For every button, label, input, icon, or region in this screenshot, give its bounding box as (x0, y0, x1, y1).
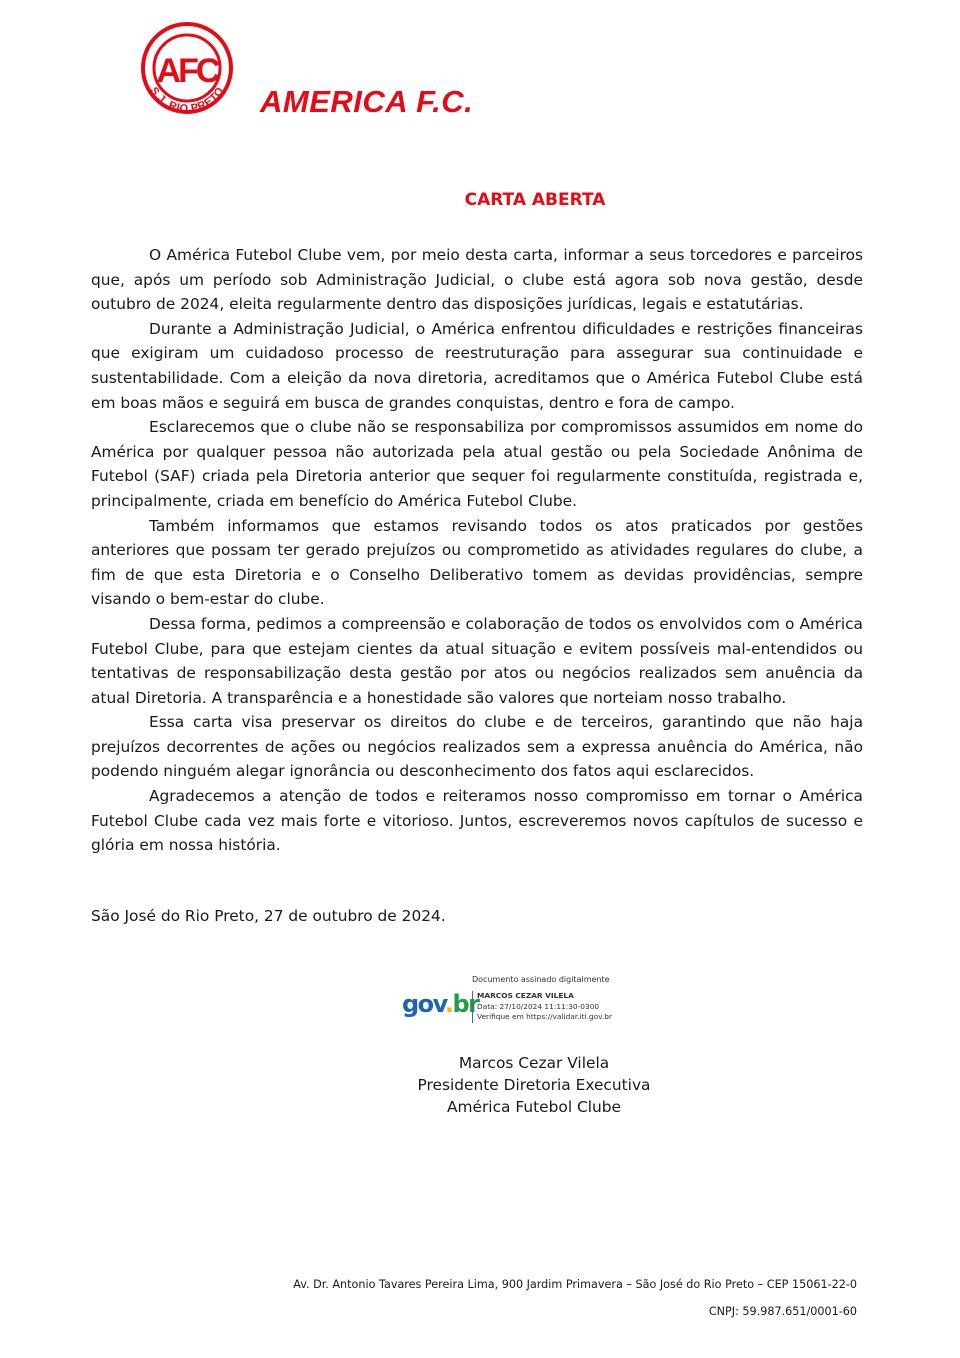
signature-name: MARCOS CEZAR VILELA (477, 991, 574, 1000)
place-and-date: São José do Rio Preto, 27 de outubro de 2024. (91, 907, 446, 925)
signer-name: Marcos Cezar Vilela (458, 1054, 610, 1072)
document-title: CARTA ABERTA (464, 190, 606, 210)
brand-name: AMERICA F.C. (260, 84, 474, 119)
crest-letters: AFC (156, 52, 218, 90)
paragraph-7: Agradecemos a atenção de todos e reiteramos nosso compromisso em tornar o América Futebol Clube cada vez mais forte e vitorioso. Juntos, escreveremos novos capítulos de sucesso e glória em nossa história. (91, 787, 863, 855)
paragraph-1: O América Futebol Clube vem, por meio desta carta, informar a seus torcedores e parceiros que, após um período sob Administração Judicial, o clube está agora sob nova gestão, desde outubro de 2024, eleita regularmente dentro das disposições jurídicas, legais e estatutárias. (91, 246, 863, 314)
signature-heading: Documento assinado digitalmente (472, 975, 610, 984)
club-crest-logo (134, 22, 240, 114)
digital-signature-stamp (400, 974, 640, 1030)
govbr-logo: gov.br (402, 990, 479, 1018)
signer-role: Presidente Diretoria Executiva (417, 1076, 651, 1094)
paragraph-6: Essa carta visa preservar os direitos do clube e de terceiros, garantindo que não haja prejuízos decorrentes de ações ou negócios realizados sem a expressa anuência do América, não podendo ninguém alegar ignorância ou desconhecimento dos fatos aqui esclarecidos. (91, 713, 863, 781)
paragraph-4: Também informamos que estamos revisando todos os atos praticados por gestões anteriores que possam ter gerado prejuízos ou comprometido as atividades regulares do clube, a fim de que esta Diretoria e o Conselho Deliberativo tomem as devidas providências, sempre visando o bem-estar do clube. (91, 516, 863, 609)
paragraph-5: Dessa forma, pedimos a compreensão e colaboração de todos os envolvidos com o América Futebol Clube, para que estejam cientes da atual situação e evitem possíveis mal-entendidos ou tentativas de responsabilização desta gestão por atos ou negócios realizados sem anuência da atual Diretoria. A transparência e a honestidade são valores que norteiam nosso trabalho. (91, 614, 863, 707)
footer-cnpj: CNPJ: 59.987.651/0001-60 (708, 1305, 857, 1318)
paragraph-3: Esclarecemos que o clube não se responsabiliza por compromissos assumidos em nome do América por qualquer pessoa não autorizada pela atual gestão ou pela Sociedade Anônima de Futebol (SAF) criada pela Diretoria anterior que sequer foi regularmente constituída, registrada e, principalmente, criada em benefício do América Futebol Clube. (91, 418, 863, 510)
signature-date: Data: 27/10/2024 11:11:30-0300 (477, 1001, 600, 1011)
signer-org: América Futebol Clube (446, 1098, 622, 1116)
signature-verify-link: Verifique em https://validar.iti.gov.br (477, 1012, 613, 1021)
paragraph-2: Durante a Administração Judicial, o América enfrentou dificuldades e restrições financeiras que exigiram um cuidadoso processo de reestruturação para assegurar sua continuidade e sustentabilidade. Com a eleição da nova diretoria, acreditamos que o América Futebol Clube está em boas mãos e seguirá em busca de grandes conquistas, dentro e fora de campo. (91, 319, 863, 412)
footer-address: Av. Dr. Antonio Tavares Pereira Lima, 900 Jardim Primavera – São José do Rio Preto – CEP 15061-22-0 (293, 1278, 857, 1291)
letter-body (91, 243, 863, 858)
crest-ring-text: S.J. RIO PRETO (147, 85, 227, 114)
footer (293, 1271, 857, 1325)
signer-block (384, 1052, 684, 1118)
